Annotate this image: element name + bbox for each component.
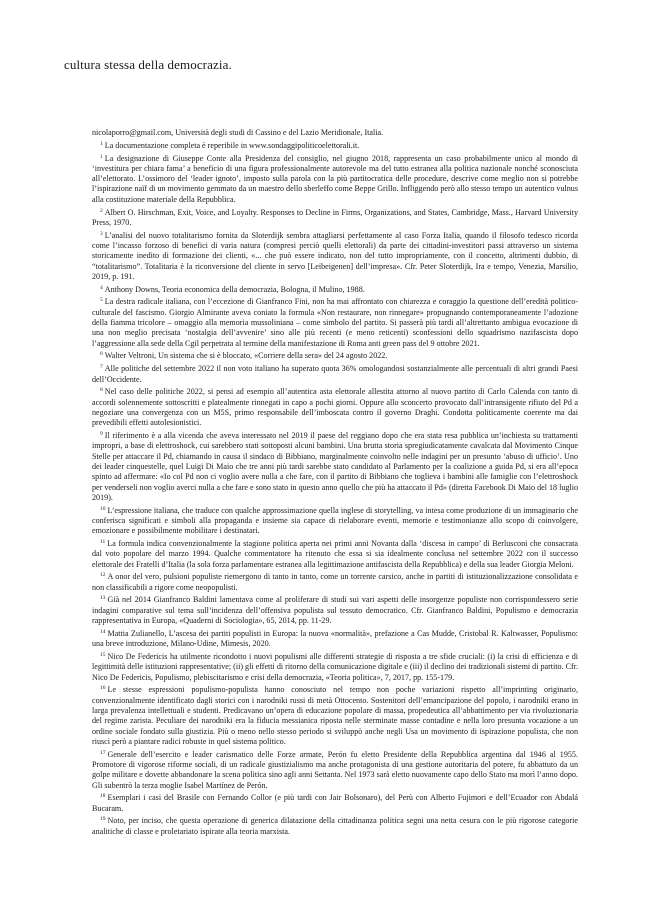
footnote-marker: 11	[100, 538, 106, 545]
footnote-text: Noto, per inciso, che questa operazione di generica dilatazione della cittadinanza politica segni una netta cesura con le più rigorose categorie analitiche di classe e proletariato ispirate alla teoria marxista.	[92, 816, 578, 836]
footnote	[92, 362, 578, 385]
author-affiliation	[92, 128, 578, 138]
footnote-text: L’analisi del nuovo totalitarismo fornita da Sloterdijk sembra attagliarsi perfettamente al caso Forza Italia, quando il filosofo tedesco ricorda come l’incasso forzoso di benefici di varia natura (compresi perciò quelli elettorali) da parte dei cittadini-investitori passi attraverso un sistema storicamente inedito di formazione dei clienti, «... che può essere indicato, non del tutto impropriamente, con il concetto, altrimenti dubbio, di “totalitarismo”. Totalitaria è la riconversione del cliente in servo [Leibeigenen] dell’impresa». Cfr. Peter Sloterdijk, Ira e tempo, Venezia, Marsilio, 2019, p. 191.	[92, 230, 578, 281]
body-text-closing-line: cultura stessa della democrazia.	[64, 57, 232, 72]
footnote-marker: 8	[100, 387, 103, 394]
footnote-text: nicolaporro@gmail.com, Università degli studi di Cassino e del Lazio Meridionale, Italia.	[92, 128, 384, 137]
footnote-marker: 16	[100, 685, 106, 692]
footnote-text: L’espressione italiana, che traduce con qualche approssimazione quella inglese di storytelling, va intesa come produzione di un immaginario che conferisca significati e simboli alla propaganda e insieme sia capace di rielaborare eventi, memorie e testimonianze allo scopo di coinvolgere, emozionare e possibilmente mobilitare i destinatari.	[92, 505, 578, 536]
footnote-text: Già nel 2014 Gianfranco Baldini lamentava come al proliferare di studi sui vari aspetti delle insorgenze populiste non corrispondessero serie indagini comparative sul tema sull’incidenza dell’offensiva populista sul tessuto democratico. Cfr. Gianfranco Baldini, Populismo e democrazia rappresentativa in Europa, «Quaderni di Sociologia», 65, 2014, pp. 11-29.	[92, 595, 578, 626]
footnote	[92, 152, 578, 205]
footnote-text: La formula indica convenzionalmente la stagione politica aperta nei primi anni Novanta dalla ‘discesa in campo’ di Berlusconi che consacrata dal voto popolare del marzo 1994. Qualche commentatore ha ritenuto che essa si sia idealmente conclusa nel settembre 2022 con il successo elettorale dei Fratelli d’Italia (la sola forza parlamentare estranea alla legittimazione antifascista della Repubblica) e della sua leader Giorgia Meloni.	[92, 538, 578, 569]
footnote	[92, 385, 578, 428]
footnote-marker: 6	[100, 351, 103, 358]
footnote-marker: 14	[100, 628, 106, 635]
footnotes-section	[92, 128, 578, 838]
footnote	[92, 295, 578, 348]
footnote-text: Mattia Zulianello, L’ascesa dei partiti populisti in Europa: la nuova «normalità», prefazione a Cas Mudde, Cristobal R. Kaltwasser, Populismo: una breve introduzione, Milano-Udine, Mimesis, 2020.	[92, 628, 578, 649]
footnote-text: Walter Veltroni, Un sistema che si è bloccato, «Corriere della sera» del 24 agosto 2022.	[104, 351, 388, 361]
footnote	[92, 748, 578, 791]
footnote	[92, 791, 578, 814]
footnote-marker: 19	[100, 816, 106, 823]
footnote-text: A onor del vero, pulsioni populiste riemergono di tanto in tanto, come un torrente carsico, anche in partiti di istituzionalizzazione consolidata e non classificabili a rigore come neopopulisti.	[92, 572, 578, 592]
footnote-text: Anthony Downs, Teoria economica della democrazia, Bologna, il Mulino, 1988.	[104, 284, 365, 294]
footnote-text: Esemplari i casi del Brasile con Fernando Collor (e più tardi con Jair Bolsonaro), del Perù con Alberto Fujimori e dell’Ecuador con Abdalá Bucaram.	[92, 793, 578, 813]
footnote-marker: 10	[100, 505, 106, 512]
footnote-marker: 4	[100, 284, 103, 291]
footnote-text: Alle politiche del settembre 2022 il non voto italiano ha superato quota 36% omologandosi sostanzialmente alle percentuali di altri grandi Paesi dell’Occidente.	[92, 364, 578, 384]
footnote	[92, 206, 578, 229]
footnote	[92, 537, 578, 570]
footnote-text: Nico De Federicis ha utilmente ricondotto i nuovi populismi alle differenti strategie di risposta a tre sfide cruciali: (i) la crisi di efficienza e di legittimità delle istituzioni rappresentative; (ii) gli effetti di ritorno della comunicazione digitale e (iii) il declino dei tradizionali sistemi di partito. Cfr. Nico De Federicis, Populismo, plebiscitarismo e crisi della democrazia, «Teoria politica», 7, 2017, pp. 155-179.	[92, 651, 579, 682]
footnote-marker: 3	[100, 230, 103, 237]
footnote-marker: 17	[100, 749, 106, 756]
footnote-marker: 1	[100, 153, 103, 160]
footnote-text: Albert O. Hirschman, Exit, Voice, and Loyalty. Responses to Decline in Firms, Organizations, and States, Cambridge, Mass., Harvard University Press, 1970.	[92, 207, 578, 227]
footnote-text: La designazione di Giuseppe Conte alla Presidenza del consiglio, nel giugno 2018, rappresenta un caso probabilmente unico al mondo di ‘investitura per chiara fama’ a beneficio di una figura professionalmente autorevole ma del tutto estranea alla politica nazionale nonché sconosciuta all’elettorato. L’ossimoro del ‘leader ignoto’, imposto sulla parola con la più partitocratica delle procedure, descrive come meglio non si potrebbe l’ispirazione naïf di un movimento gemmato da un maestro dello sberleffo come Beppe Grillo. Infliggendo però allo stesso tempo un autentico vulnus alla costituzione materiale della Repubblica.	[92, 153, 578, 204]
footnote-marker: 18	[100, 793, 106, 800]
footnote	[92, 349, 578, 361]
footnote	[92, 593, 578, 626]
footnote-marker: 5	[100, 297, 103, 304]
footnote	[92, 683, 578, 747]
footnote-marker: 12	[100, 572, 106, 579]
footnote-marker: 9	[100, 431, 103, 438]
footnote	[92, 814, 578, 837]
footnote-text: Il riferimento è a alla vicenda che aveva interessato nel 2019 il paese del reggiano dopo che era stata resa pubblica un’inchiesta su trattamenti impropri, a base di elettroshock, cui sarebbero stati sottoposti alcuni bambini. Una brutta storia spregiudicatamente cavalcata dal Movimento Cinque Stelle per attaccare il Pd, chiamando in causa il sindaco di Bibbiano, marginalmente coinvolto nelle indagini per un presunto ‘abuso di ufficio’. Uno dei leader cinquestelle, quel Luigi Di Maio che tre anni più tardi sarebbe stato candidato al Parlamento per la coalizione a guida Pd, si era all’epoca spinto ad affermare: «Io col Pd non ci voglio avere nulla a che fare, con il partito di Bibbiano che toglieva i bambini alle famiglie con l’elettroshock per venderseli non voglio averci nulla a che fare e sono stato in questo anno quello che più ha attaccato il Pd» (diretta Facebook Di Maio del 18 luglio 2019).	[92, 431, 578, 502]
footnote-text: La destra radicale italiana, con l’eccezione di Gianfranco Fini, non ha mai affrontato con chiarezza e coraggio la questione dell’eredità politico-culturale del fascismo. Giorgio Almirante aveva coniato la formula «Non restaurare, non rinnegare» propugnando contemporaneamente l’adozione della fiamma tricolore – omaggio alla memoria mussoliniana – come simbolo del partito. Si passerà più tardi all’altrettanto ambigua evocazione di una non meglio precisata ‘nostalgia dell’avvenire’ sino alle più recenti (e meno reticenti) sconfessioni dello squadrismo nazifascista dopo l’aggressione alla sede della Cgil perpetrata al termine della manifestazione di Roma anti green pass del 9 ottobre 2021.	[92, 297, 578, 348]
footnote-text: La documentazione completa è reperibile in www.sondaggipoliticoelettorali.it.	[104, 140, 360, 150]
footnote-marker: 15	[100, 651, 106, 658]
footnote-text: Generale dell’esercito e leader carismatico delle Forze armate, Perón fu eletto Presidente della Repubblica argentina dal 1946 al 1955. Promotore di vigorose riforme sociali, di un radicale giustizialismo ma anche protagonista di una gestione autoritaria del potere, fu abbattuto da un golpe militare e dovette abbandonare la scena politica sino agli anni Settanta. Nel 1973 sarà eletto nuovamente capo dello Stato ma morì l’anno dopo. Gli subentrò la terza moglie Isabel Martínez de Perón.	[92, 749, 578, 790]
footnote-marker: 1	[100, 140, 103, 147]
footnote-marker: 13	[100, 595, 106, 602]
footnote	[92, 229, 578, 282]
footnote	[92, 139, 578, 151]
footnote-marker: 2	[100, 207, 103, 214]
footnote-text: Le stesse espressioni populismo-populista hanno conosciuto nel tempo non poche variazioni rispetto all’imprinting originario, convenzionalmente identificato dagli storici con i narodniki russi di metà Ottocento. Sostenitori dell’emancipazione del popolo, i narodniki erano in larga prevalenza intellettuali e studenti. Predicavano un’opera di educazione popolare di massa, propedeutica all’abbattimento per via rivoluzionaria del regime zarista. Peculiare dei narodniki era la fiducia messianica riposta nelle sterminate masse contadine e nella loro presunta vocazione a un ordine sociale fondato sulla giustizia. Più o meno nello stesso periodo si sviluppò anche negli Usa un movimento di ispirazione populista, che non riuscì però a piantare radici robuste in quel sistema politico.	[92, 685, 578, 746]
footnote-text: Nel caso delle politiche 2022, si pensi ad esempio all’autentica asta elettorale allestita attorno al nuovo partito di Carlo Calenda con tanto di accordi solennemente sottoscritti e platealmente rinnegati in capo a pochi giorni. Oppure allo sconcerto provocato dall’intransigente rifiuto del Pd a negoziare una convergenza con un M5S, primo responsabile dell’imboscata contro il governo Draghi. Condotta politicamente coerente ma dai prevedibili effetti autolesionistici.	[92, 387, 578, 428]
footnote	[92, 283, 578, 295]
footnote	[92, 650, 578, 683]
footnote	[92, 570, 578, 593]
footnote-marker: 7	[100, 364, 103, 371]
footnote	[92, 627, 578, 650]
footnote	[92, 429, 578, 503]
footnote	[92, 504, 578, 537]
